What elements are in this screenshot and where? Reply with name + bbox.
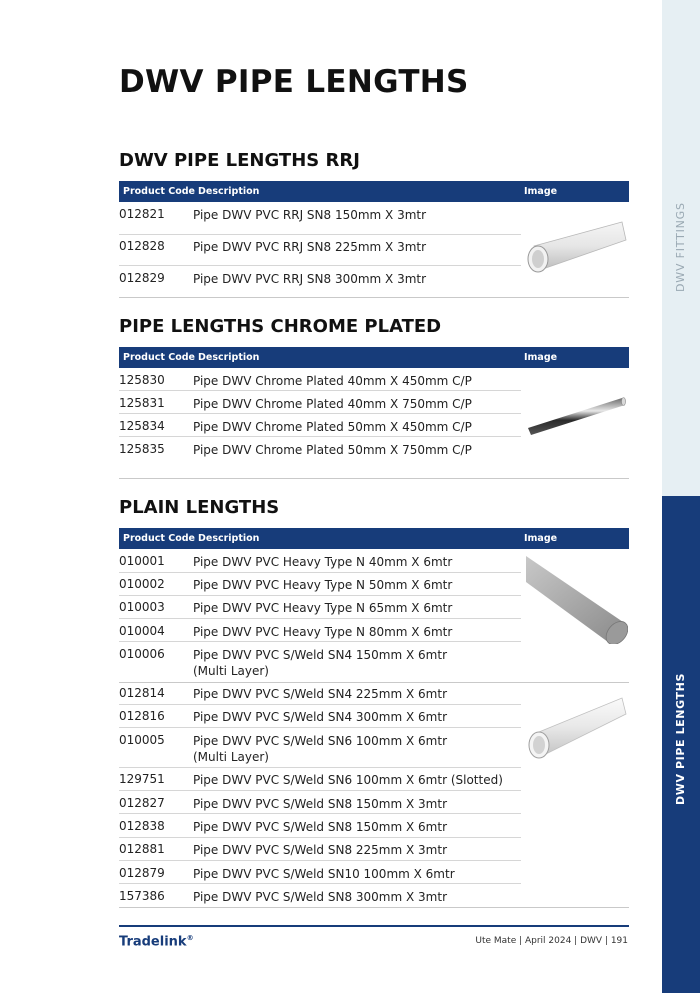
product-code: 012814 — [119, 686, 165, 700]
row-divider — [119, 390, 521, 391]
product-description: Pipe DWV PVC S/Weld SN8 150mm X 6mtr — [193, 820, 447, 834]
table-header-rrj — [119, 181, 629, 202]
product-code: 012816 — [119, 709, 165, 723]
product-description-line2: (Multi Layer) — [193, 750, 269, 764]
sidebar-top-label: DWV FITTINGS — [674, 202, 687, 292]
chrome-pipe-image — [524, 394, 628, 438]
section-divider — [119, 907, 629, 908]
product-description: Pipe DWV PVC S/Weld SN8 225mm X 3mtr — [193, 843, 447, 857]
product-code: 010001 — [119, 554, 165, 568]
product-code: 012828 — [119, 239, 165, 253]
row-divider — [119, 790, 521, 791]
product-code: 010005 — [119, 733, 165, 747]
row-divider — [119, 234, 521, 235]
header-product-code: Product Code — [123, 352, 195, 363]
product-description: Pipe DWV PVC S/Weld SN4 150mm X 6mtr — [193, 648, 447, 662]
product-description: Pipe DWV PVC S/Weld SN10 100mm X 6mtr — [193, 867, 455, 881]
row-divider — [119, 727, 521, 728]
row-divider — [119, 436, 521, 437]
page-title: DWV PIPE LENGTHS — [119, 64, 469, 100]
product-description: Pipe DWV Chrome Plated 40mm X 750mm C/P — [193, 397, 472, 411]
product-code: 010002 — [119, 577, 165, 591]
grey-pvc-pipe-image — [524, 552, 628, 644]
sidebar-tab-dwv-pipe-lengths[interactable] — [662, 496, 700, 993]
product-code: 012838 — [119, 819, 165, 833]
product-description: Pipe DWV PVC RRJ SN8 300mm X 3mtr — [193, 272, 427, 286]
header-image: Image — [524, 186, 558, 197]
product-description: Pipe DWV PVC S/Weld SN6 100mm X 6mtr — [193, 734, 447, 748]
section-title-rrj: DWV PIPE LENGTHS RRJ — [119, 150, 360, 171]
row-divider — [119, 860, 521, 861]
row-divider — [119, 595, 521, 596]
product-code: 012827 — [119, 796, 165, 810]
footer-page-info: Ute Mate | April 2024 | DWV | 191 — [475, 936, 628, 946]
product-code: 012879 — [119, 866, 165, 880]
section-divider — [119, 478, 629, 479]
header-product-code: Product Code — [123, 533, 195, 544]
product-code: 125831 — [119, 396, 165, 410]
product-description: Pipe DWV PVC RRJ SN8 150mm X 3mtr — [193, 208, 427, 222]
logo-mark: ® — [186, 934, 194, 942]
footer-divider — [119, 925, 629, 927]
logo-text: Tradelink — [119, 934, 187, 950]
row-divider — [119, 704, 521, 705]
row-divider — [119, 572, 521, 573]
table-header-chrome-plated — [119, 347, 629, 368]
header-image: Image — [524, 533, 558, 544]
product-description: Pipe DWV PVC S/Weld SN8 150mm X 3mtr — [193, 797, 447, 811]
product-code: 157386 — [119, 889, 165, 903]
product-description: Pipe DWV PVC RRJ SN8 225mm X 3mtr — [193, 240, 427, 254]
header-image: Image — [524, 352, 558, 363]
product-code: 129751 — [119, 772, 165, 786]
product-description: Pipe DWV Chrome Plated 40mm X 450mm C/P — [193, 374, 472, 388]
row-divider — [119, 413, 521, 414]
product-description: Pipe DWV PVC S/Weld SN4 225mm X 6mtr — [193, 687, 447, 701]
product-description: Pipe DWV PVC Heavy Type N 50mm X 6mtr — [193, 578, 453, 592]
white-pvc-pipe-image — [524, 694, 628, 766]
product-code: 012821 — [119, 207, 165, 221]
row-divider — [119, 265, 521, 266]
white-pvc-pipe-image — [524, 214, 628, 280]
product-description: Pipe DWV PVC Heavy Type N 80mm X 6mtr — [193, 625, 453, 639]
sidebar-tab-dwv-fittings[interactable] — [662, 0, 700, 496]
product-code: 125830 — [119, 373, 165, 387]
product-code: 010004 — [119, 624, 165, 638]
section-divider — [119, 297, 629, 298]
product-code: 125834 — [119, 419, 165, 433]
section-title-plain-lengths: PLAIN LENGTHS — [119, 497, 280, 518]
product-code: 012829 — [119, 271, 165, 285]
section-title-chrome-plated: PIPE LENGTHS CHROME PLATED — [119, 316, 442, 337]
row-divider — [119, 618, 521, 619]
row-divider — [119, 813, 521, 814]
row-divider — [119, 837, 521, 838]
sidebar-bottom-label: DWV PIPE LENGTHS — [674, 673, 687, 805]
row-divider — [119, 883, 521, 884]
product-code: 010003 — [119, 600, 165, 614]
product-description: Pipe DWV PVC S/Weld SN4 300mm X 6mtr — [193, 710, 447, 724]
product-description: Pipe DWV PVC Heavy Type N 40mm X 6mtr — [193, 555, 453, 569]
product-description-line2: (Multi Layer) — [193, 664, 269, 678]
header-description: Description — [198, 186, 260, 197]
product-code: 012881 — [119, 842, 165, 856]
product-description: Pipe DWV Chrome Plated 50mm X 750mm C/P — [193, 443, 472, 457]
row-divider — [119, 767, 521, 768]
product-code: 125835 — [119, 442, 165, 456]
product-description: Pipe DWV PVC S/Weld SN8 300mm X 3mtr — [193, 890, 447, 904]
table-header-plain-lengths — [119, 528, 629, 549]
header-description: Description — [198, 352, 260, 363]
product-description: Pipe DWV PVC S/Weld SN6 100mm X 6mtr (Slotted) — [193, 773, 503, 787]
header-product-code: Product Code — [123, 186, 195, 197]
product-description: Pipe DWV PVC Heavy Type N 65mm X 6mtr — [193, 601, 453, 615]
tradelink-logo — [119, 934, 194, 949]
row-divider — [119, 641, 521, 642]
group-divider — [119, 682, 629, 683]
product-code: 010006 — [119, 647, 165, 661]
product-description: Pipe DWV Chrome Plated 50mm X 450mm C/P — [193, 420, 472, 434]
header-description: Description — [198, 533, 260, 544]
